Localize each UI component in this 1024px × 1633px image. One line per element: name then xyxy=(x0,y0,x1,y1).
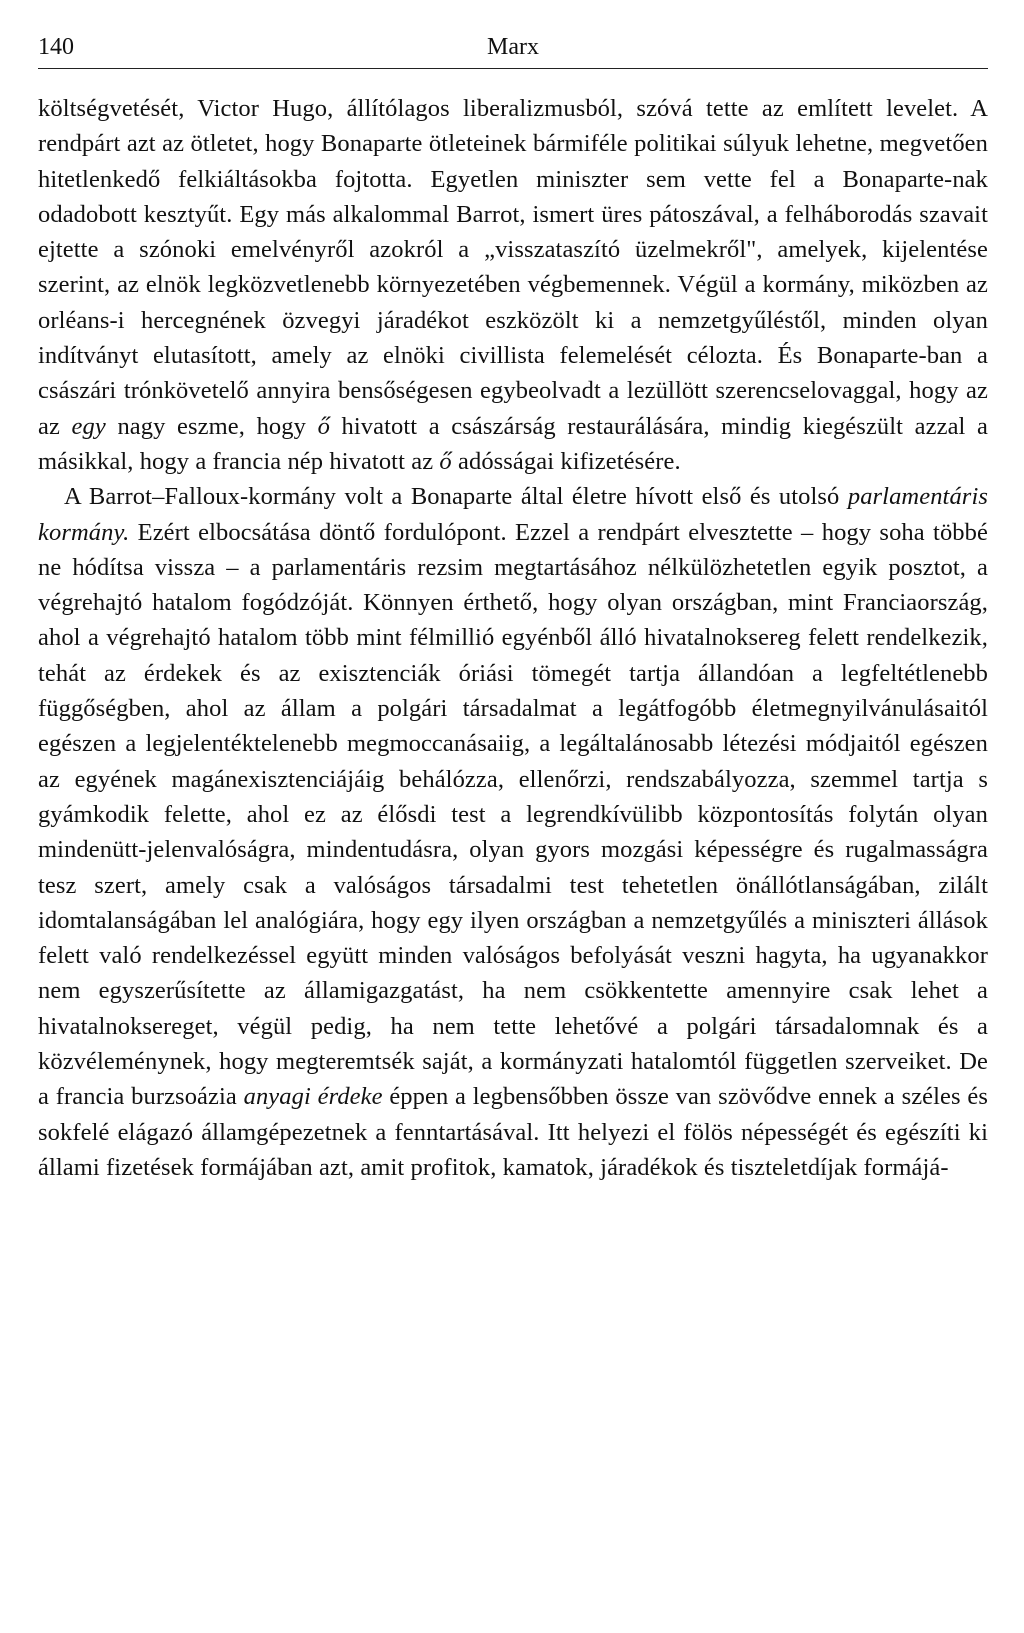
text-run: Ezért elbocsátása döntő fordulópont. Ezzel a rendpárt elvesztette – hogy soha többé ne hódítsa vissza – a parlamentáris rezsim megtartásához nélkülözhetetlen egyik posztot, a végrehajtó hatalom fogódzóját. Könnyen érthető, hogy olyan országban, mint Franciaország, ahol a végrehajtó hatalom több mint félmillió egyénből álló hivatalnoksereg felett rendelkezik, tehát az érdekek és az exisztenciák óriási tömegét tartja állandóan a legfeltétlenebb függőségben, ahol az állam a polgári társadalmat a legátfogóbb életmegnyilvánulásaitól egészen a legjelentéktelenebb megmoccanásaiig, a legáltalánosabb létezési módjaitól egészen az egyének magánexisztenciájáig behálózza, ellenőrzi, rendszabályozza, szemmel tartja s gyámkodik felette, ahol ez az élősdi test a legrendkívülibb központosítás folytán olyan mindenütt-jelenvalóságra, mindentudásra, olyan gyors mozgási képességre és rugalmasságra tesz szert, amely csak a valóságos társadalmi test tehetetlen önállótlanságában, zilált idomtalanságában lel analógiára, hogy egy ilyen országban a nemzetgyűlés a miniszteri állások felett való rendelkezéssel együtt minden valóságos befolyását veszni hagyta, ha ugyanakkor nem egyszerűsítette az államigazgatást, ha nem csökkentette amennyire csak lehet a hivatalnoksereget, végül pedig, ha nem tette lehetővé a polgári társadalomnak és a közvéleménynek, hogy megteremtsék saját, a kormányzati hatalomtól független szerveiket. De a francia burzsoázia xyxy=(38,518,988,1111)
body-text xyxy=(38,91,988,1185)
text-run: nagy eszme, hogy xyxy=(105,412,318,440)
page-number: 140 xyxy=(38,34,74,60)
text-run: éppen a legbensőbben össze van szövődve ennek a széles és sokfelé elágazó államgépezetnek a fenntartásával. Itt helyezi el fölös népességét és egészíti ki állami fizetések formájában azt, amit profitok, kamatok, járadékok és tiszteletdíjak formájá- xyxy=(38,1083,988,1181)
text-run: hivatott a császárság restaurálására, mindig kiegészült azzal a másikkal, hogy a francia nép hivatott az xyxy=(38,412,989,475)
paragraph xyxy=(38,91,988,479)
italic-text: ő xyxy=(317,412,330,440)
book-page xyxy=(38,30,988,1185)
header-rule xyxy=(38,68,988,69)
paragraph xyxy=(38,479,988,1185)
running-head: Marx xyxy=(487,34,539,60)
text-run: költségvetését, Victor Hugo, állítólagos liberalizmusból, szóvá tette az említett levelet. A rendpárt azt az ötletet, hogy Bonaparte ötleteinek bármiféle politikai súlyuk lehetne, megvetően hitetlenkedő felkiáltásokba fojtotta. Egyetlen miniszter sem vette fel a Bonaparte-nak odadobott kesztyűt. Egy más alkalommal Barrot, ismert üres pátoszával, a felháborodás szavait ejtette a szónoki emelvényről azokról a „visszataszító üzelmekről", amelyek, kijelentése szerint, az elnök legközvetlenebb környezetében végbemennek. Végül a kormány, miközben az orléans-i hercegnének özvegyi járadékot eszközölt ki a nemzetgyűléstől, minden olyan indítványt elutasított, amely az elnöki civillista felemelését célozta. És Bonaparte-ban a császári trónkövetelő annyira bensőségesen egybeolvadt a lezüllött szerencselovaggal, hogy az az xyxy=(38,95,988,440)
italic-text: anyagi érdeke xyxy=(243,1083,383,1111)
text-run: adósságai kifizetésére. xyxy=(451,447,681,475)
italic-text: egy xyxy=(71,412,106,440)
page-header xyxy=(38,30,988,64)
text-run: A Barrot–Falloux-kormány volt a Bonaparte által életre hívott első és utolsó xyxy=(64,483,848,511)
italic-text: parlamentáris kormány. xyxy=(38,483,988,546)
italic-text: ő xyxy=(439,447,452,475)
